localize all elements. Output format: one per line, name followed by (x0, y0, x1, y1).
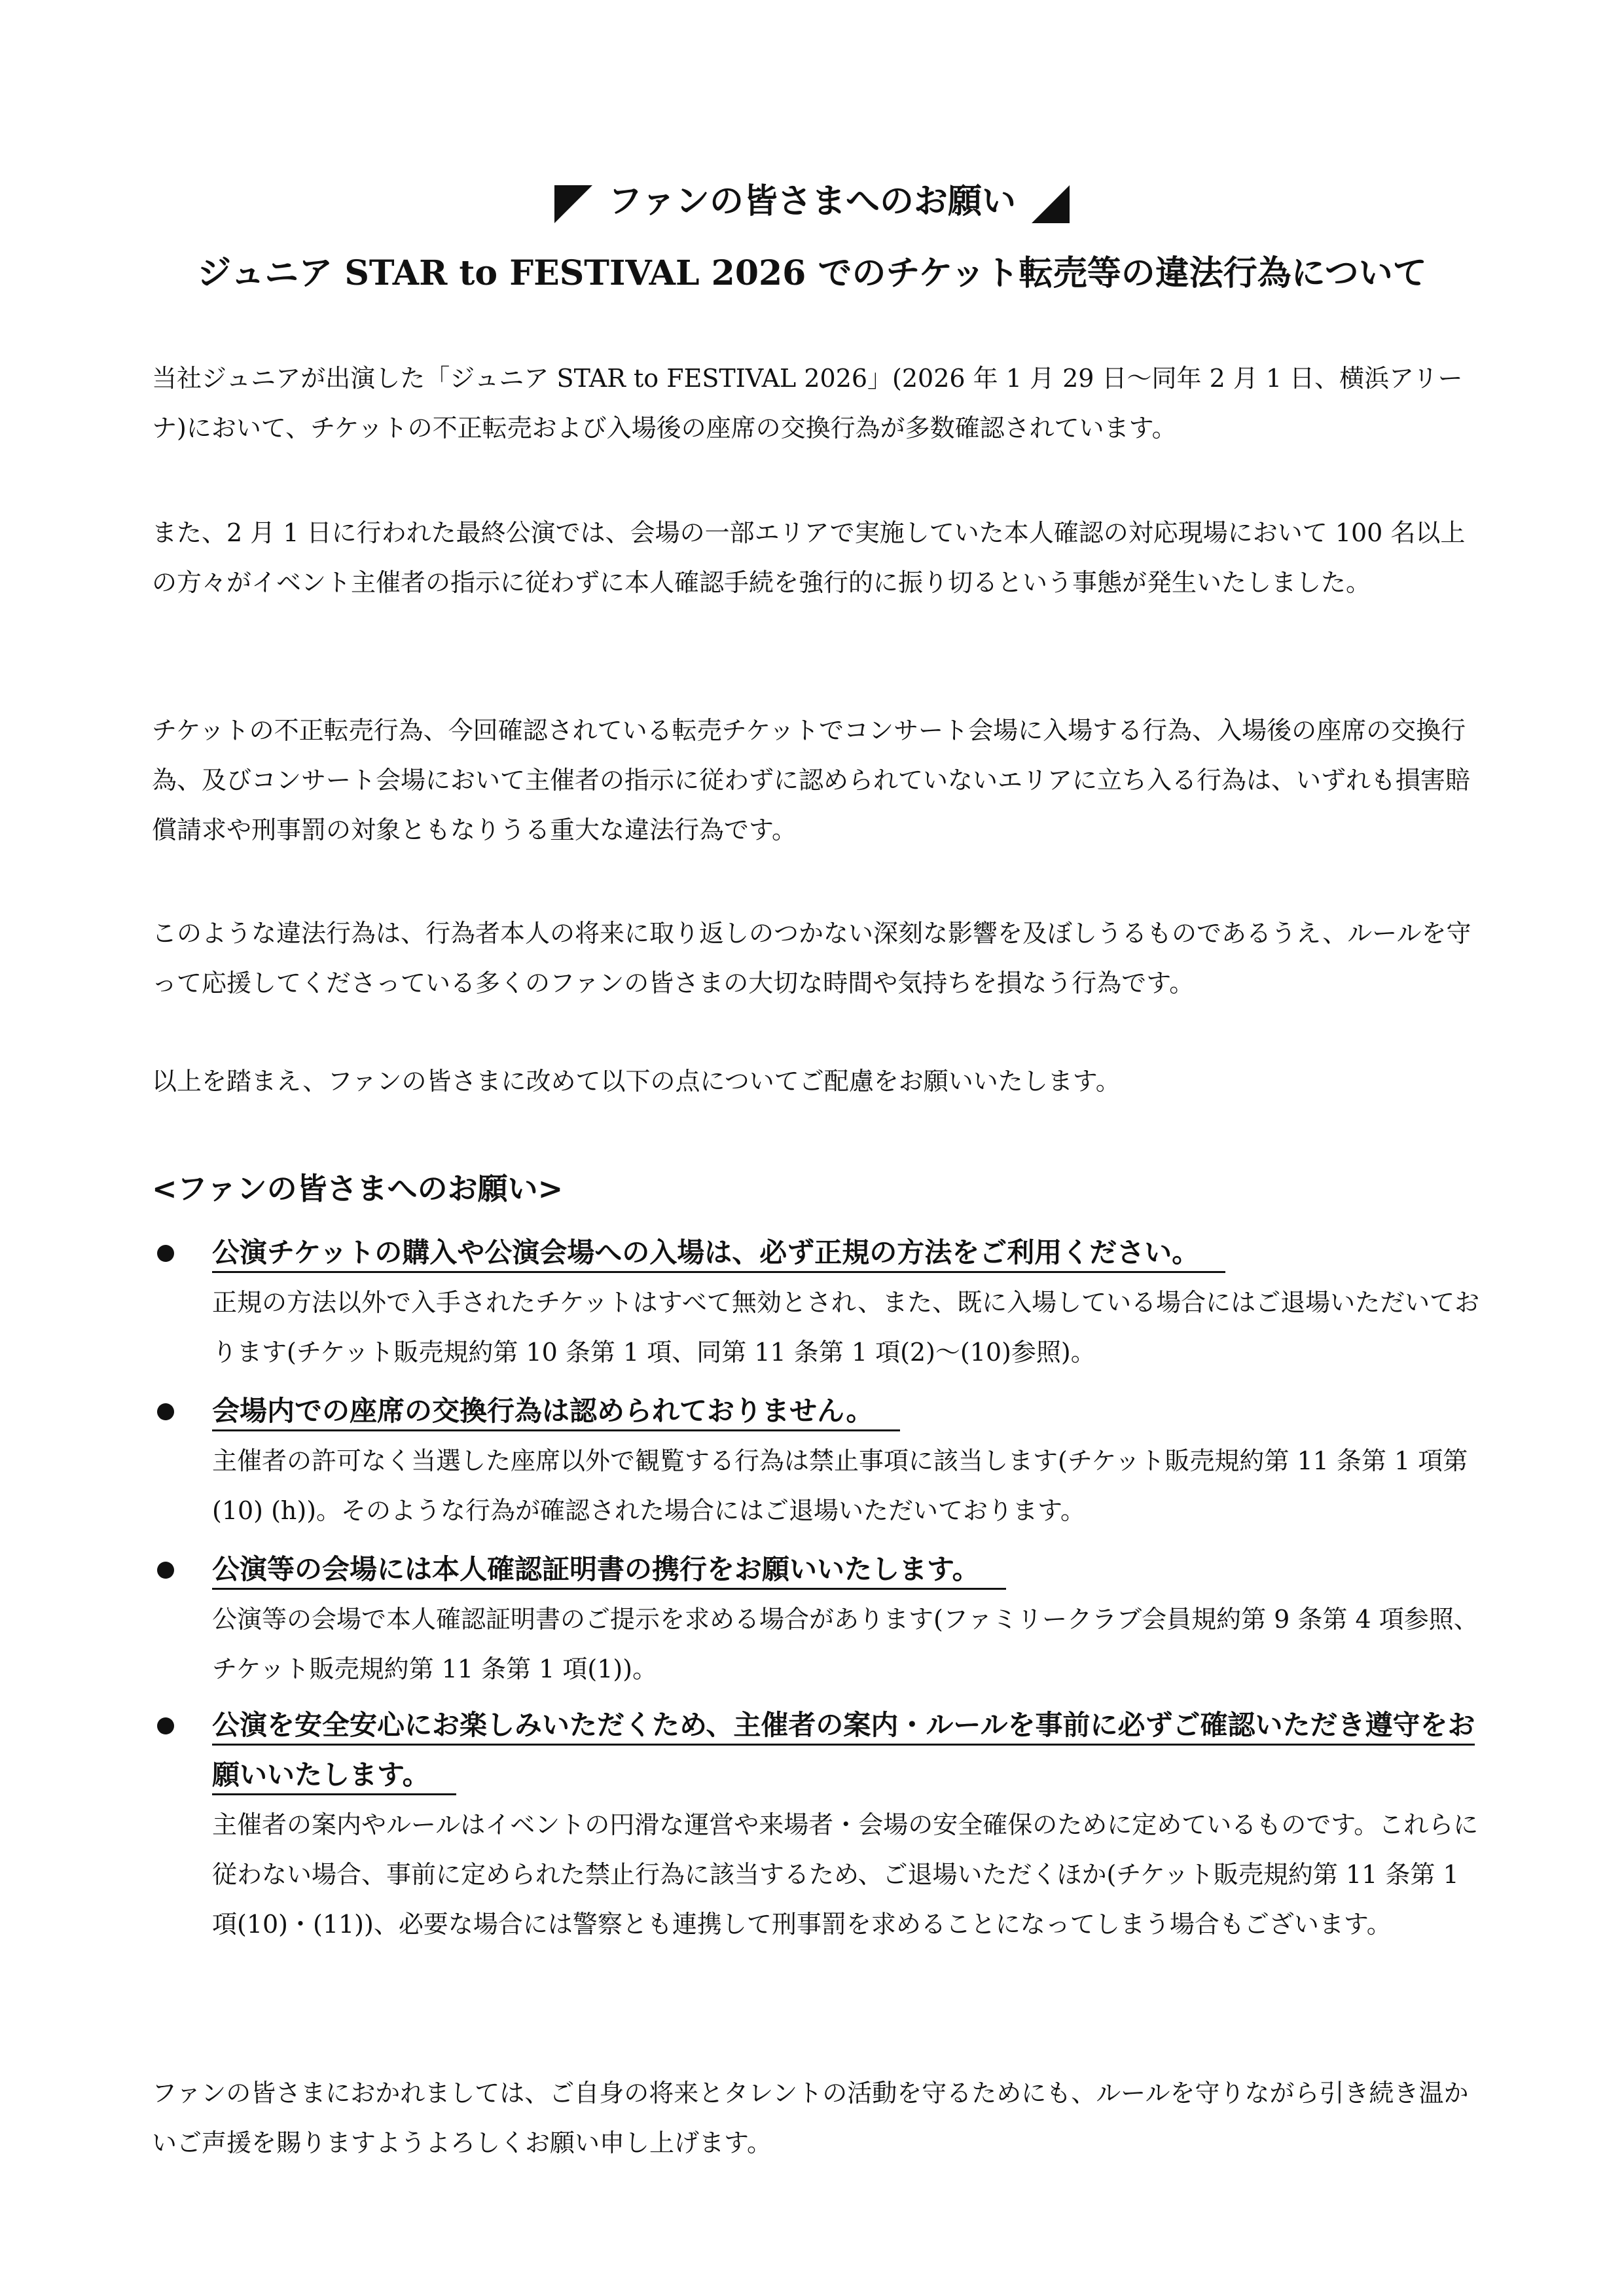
request-item-title: 会場内での座席の交換行為は認められておりません。 (212, 1386, 1487, 1436)
request-item (152, 1545, 1487, 1694)
document-title-text: ファンの皆さまへのお願い (608, 181, 1016, 221)
triangle-right-icon (1032, 185, 1070, 223)
bullet-icon (157, 1403, 174, 1420)
paragraph-request-intro: 以上を踏まえ、ファンの皆さまに改めて以下の点についてご配慮をお願いいたします。 (152, 1067, 1121, 1096)
paragraph-closing: ファンの皆さまにおかれましては、ご自身の将来とタレントの活動を守るためにも、ルールを守りながら引き続き温かいご声援を賜りますようよろしくお願い申し上げます。 (152, 2079, 1469, 2157)
paragraph-final-show-incident: また、2 月 1 日に行われた最終公演では、会場の一部エリアで実施していた本人確認の対応現場において 100 名以上の方々がイベント主催者の指示に従わずに本人確認手続を強行的に振り切るという事態が発生いたしました。 (152, 518, 1466, 597)
paragraph-impact: このような違法行為は、行為者本人の将来に取り返しのつかない深刻な影響を及ぼしうるものであるうえ、ルールを守って応援してくださっている多くのファンの皆さまの大切な時間や気持ちを損なう行為です。 (152, 919, 1471, 997)
request-item (152, 1386, 1487, 1535)
request-item-title: 公演等の会場には本人確認証明書の携行をお願いいたします。 (212, 1545, 1487, 1594)
bullet-icon (157, 1245, 174, 1262)
request-item (152, 1228, 1487, 1377)
document-title (0, 175, 1624, 228)
document-subtitle: ジュニア STAR to FESTIVAL 2026 でのチケット転売等の違法行為について (197, 253, 1427, 293)
paragraph-incident-summary: 当社ジュニアが出演した「ジュニア STAR to FESTIVAL 2026」(2026 年 1 月 29 日〜同年 2 月 1 日、横浜アリーナ)において、チケットの不正転売および入場後の座席の交換行為が多数確認されています。 (152, 364, 1463, 442)
bullet-icon (157, 1717, 174, 1734)
request-item-title: 公演を安全安心にお楽しみいただくため、主催者の案内・ルールを事前に必ずご確認いただき遵守をお願いいたします。 (212, 1700, 1487, 1800)
paragraph-illegal-acts: チケットの不正転売行為、今回確認されている転売チケットでコンサート会場に入場する行為、入場後の座席の交換行為、及びコンサート会場において主催者の指示に従わずに認められていないエリアに立ち入る行為は、いずれも損害賠償請求や刑事罰の対象ともなりうる重大な違法行為です。 (152, 716, 1471, 844)
bullet-icon (157, 1562, 174, 1579)
request-item (152, 1700, 1487, 1949)
request-item-body: 公演等の会場で本人確認証明書のご提示を求める場合があります(ファミリークラブ会員規約第 9 条第 4 項参照、チケット販売規約第 11 条第 1 項(1))。 (212, 1605, 1479, 1683)
request-item-body: 正規の方法以外で入手されたチケットはすべて無効とされ、また、既に入場している場合にはご退場いただいております(チケット販売規約第 10 条第 1 項、同第 11 条第 1 項(2)〜(10)参照)。 (212, 1288, 1480, 1367)
request-item-body: 主催者の許可なく当選した座席以外で観覧する行為は禁止事項に該当します(チケット販売規約第 11 条第 1 項第 (10) (h))。そのような行為が確認された場合にはご退場いただいております。 (212, 1446, 1468, 1525)
requests-heading: <ファンの皆さまへのお願い> (152, 1171, 564, 1206)
triangle-left-icon (554, 185, 592, 223)
request-item-title: 公演チケットの購入や公演会場への入場は、必ず正規の方法をご利用ください。 (212, 1228, 1487, 1278)
request-item-body: 主催者の案内やルールはイベントの円滑な運営や来場者・会場の安全確保のために定めているものです。これらに従わない場合、事前に定められた禁止行為に該当するため、ご退場いただくほか(チケット販売規約第 11 条第 1 項(10)・(11))、必要な場合には警察とも連携して刑事罰を求めることになってしまう場合もございます。 (212, 1810, 1479, 1939)
